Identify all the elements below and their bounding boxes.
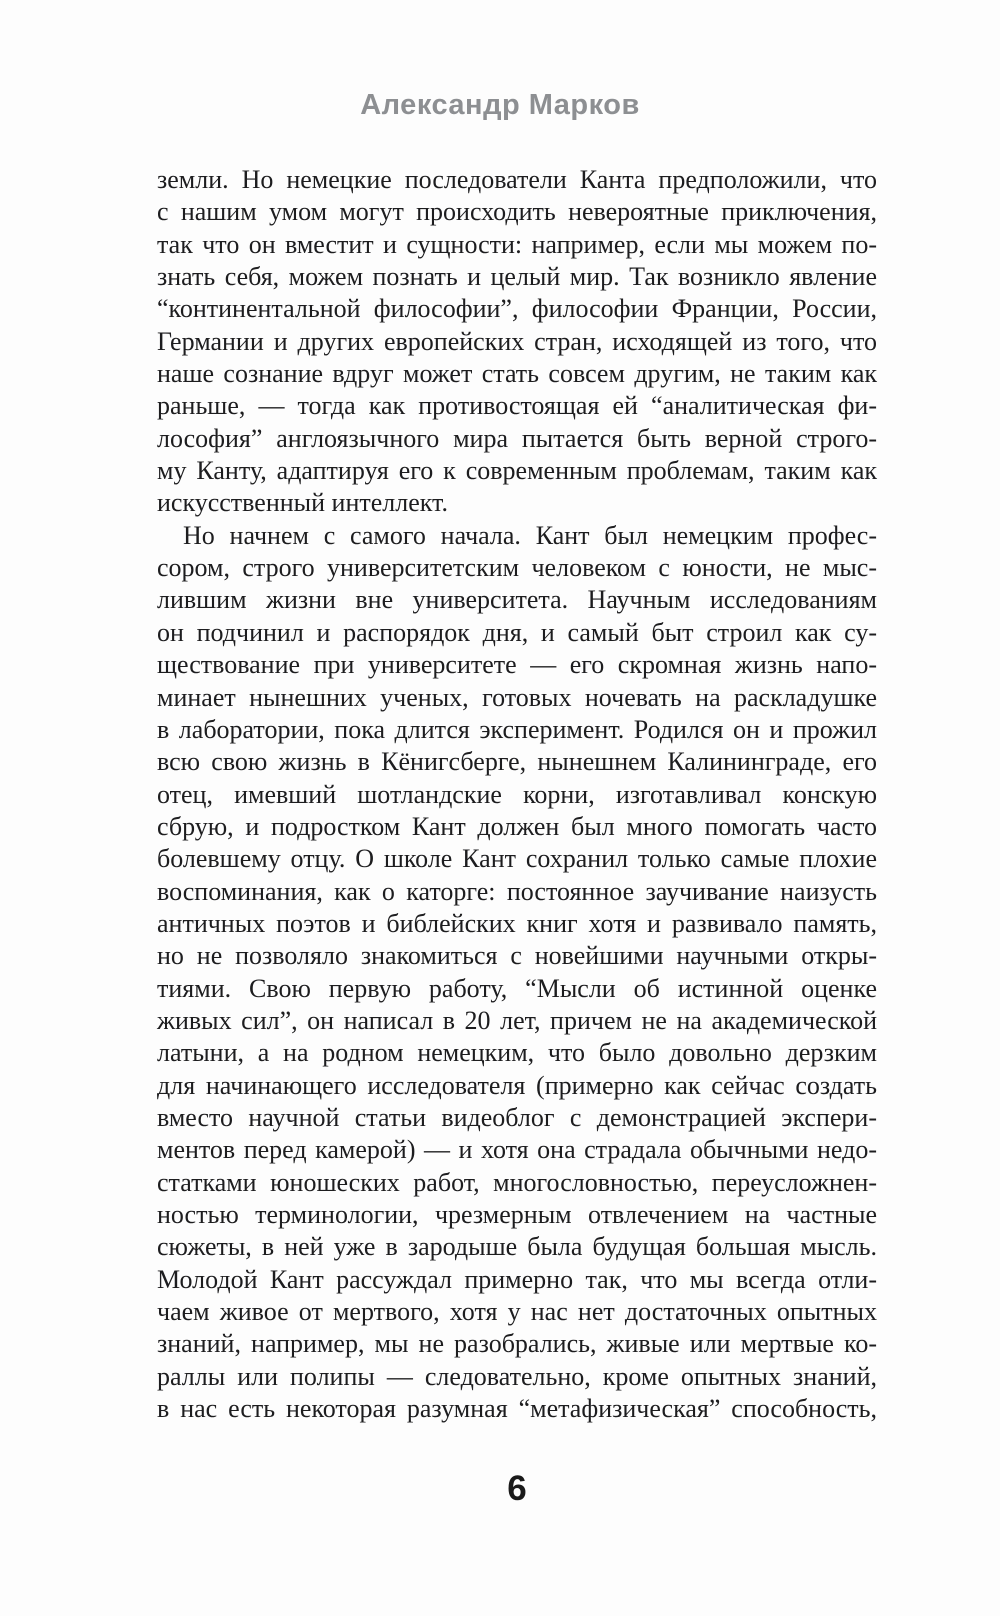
text-line: болевшему отцу. О школе Кант сохранил только самые плохие <box>157 844 877 874</box>
text-line: сором, строго университетским человеком с юности, не мыс- <box>157 553 877 583</box>
text-line: му Канту, адаптируя его к современным проблемам, таким как <box>157 456 877 486</box>
text-line: Но начнем с самого начала. Кант был немецким профес- <box>183 520 877 550</box>
text-line: в нас есть некоторая разумная “метафизическая” способность, <box>157 1394 877 1424</box>
text-line: искусственный интеллект. <box>157 488 448 518</box>
text-line: он подчинил и распорядок дня, и самый быт строил как су- <box>157 617 877 647</box>
text-line: в лаборатории, пока длится эксперимент. Родился он и прожил <box>157 714 877 744</box>
text-line: земли. Но немецкие последователи Канта предположили, что <box>157 165 877 194</box>
text-line: всю свою жизнь в Кёнигсберге, нынешнем Калининграде, его <box>157 747 877 777</box>
text-line: Молодой Кант рассуждал примерно так, что мы всегда отли- <box>157 1264 877 1294</box>
text-line: ментов перед камерой) — и хотя она страдала обычными недо- <box>157 1135 877 1165</box>
text-line: тиями. Свою первую работу, “Мысли об истинной оценке <box>157 973 877 1003</box>
text-line: латыни, а на родном немецким, что было довольно дерзким <box>157 1038 877 1068</box>
text-line: чаем живое от мертвого, хотя у нас нет достаточных опытных <box>157 1297 877 1327</box>
text-line: ностью терминологии, чрезмерным отвлечением на частные <box>157 1200 877 1229</box>
text-line: античных поэтов и библейских книг хотя и развивало память, <box>157 908 877 938</box>
text-line: отец, имевший шотландские корни, изготавливал конскую <box>157 779 877 809</box>
text-line: лософия” англоязычного мира пытается быть верной строго- <box>157 423 877 453</box>
text-line: Германии и других европейских стран, исходящей из того, что <box>157 326 877 356</box>
text-line: для начинающего исследователя (примерно как сейчас создать <box>157 1070 877 1100</box>
text-line: знать себя, можем познать и целый мир. Так возникло явление <box>157 262 877 292</box>
page-number: 6 <box>507 1469 527 1508</box>
text-line: сбрую, и подростком Кант должен был много помогать часто <box>157 811 877 841</box>
text-line: “континентальной философии”, философии Франции, России, <box>157 294 877 324</box>
text-line: статками юношеских работ, многословностью, переусложнен- <box>157 1167 877 1197</box>
text-line: лившим жизни вне университета. Научным исследованиям <box>157 585 877 615</box>
text-line: минает нынешних ученых, готовых ночевать на раскладушке <box>157 682 877 712</box>
text-line: наше сознание вдруг может стать совсем другим, не таким как <box>157 359 877 389</box>
text-line: раньше, — тогда как противостоящая ей “аналитическая фи- <box>157 391 877 421</box>
text-line: вместо научной статьи видеоблог с демонстрацией экспери- <box>157 1102 877 1132</box>
text-line: живых сил”, он написал в 20 лет, причем не на академической <box>157 1005 877 1035</box>
running-head-author: Александр Марков <box>360 89 640 121</box>
text-line: ществование при университете — его скромная жизнь напо- <box>157 650 877 680</box>
text-line: знаний, например, мы не разобрались, живые или мертвые ко- <box>157 1329 877 1359</box>
text-line: раллы или полипы — следовательно, кроме опытных знаний, <box>157 1361 877 1391</box>
text-line: с нашим умом могут происходить невероятные приключения, <box>157 197 877 227</box>
text-line: но не позволяло знакомиться с новейшими научными откры- <box>157 941 877 971</box>
text-line: сюжеты, в ней уже в зародыше была будущая большая мысль. <box>157 1232 877 1262</box>
text-block <box>157 164 877 1425</box>
text-line: воспоминания, как о каторге: постоянное заучивание наизусть <box>157 876 877 906</box>
text-line: так что он вместит и сущности: например, если мы можем по- <box>157 229 877 259</box>
